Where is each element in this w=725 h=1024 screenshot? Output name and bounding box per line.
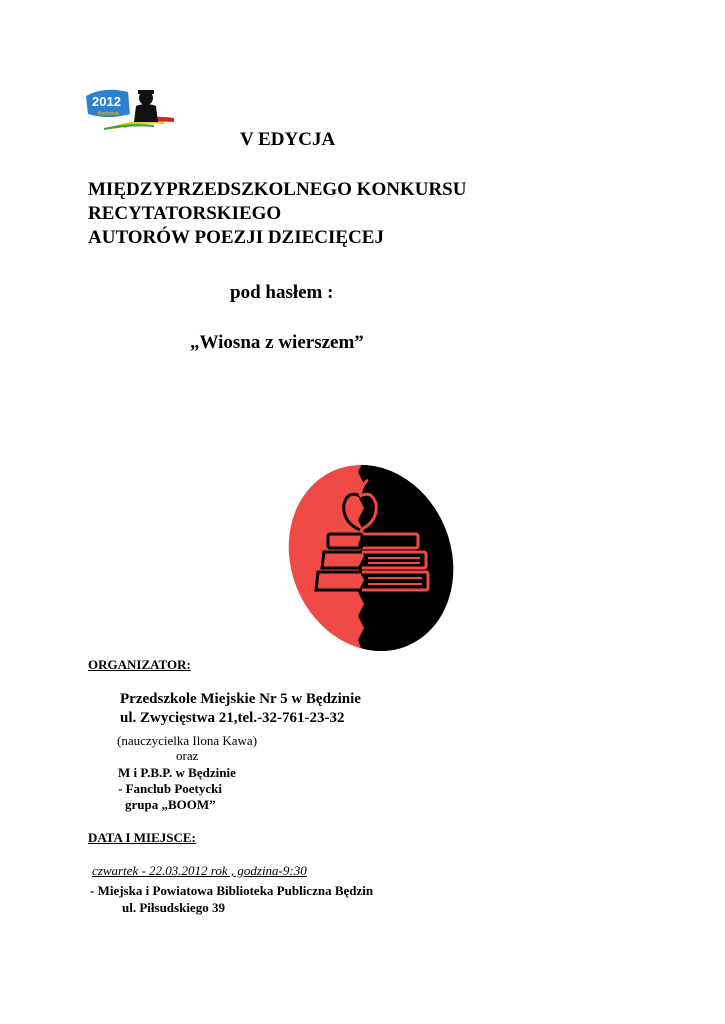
organizer-address: ul. Zwycięstwa 21,tel.-32-761-23-32 [120,710,345,726]
partner-fanclub: - Fanclub Poetycki [118,781,222,796]
title-line: AUTORÓW POEZJI DZIECIĘCEJ [88,227,384,248]
logo-year: 2012 [92,94,121,109]
organizer-label: ORGANIZATOR: [88,657,191,672]
organizer-block [120,690,361,728]
partner-group: grupa „BOOM” [125,797,216,812]
venue-block [90,882,373,916]
logo-line2: Rok Kultury [106,117,132,123]
books-apple-icon [288,460,454,656]
event-date: czwartek - 22.03.2012 rok , godzina-9:30 [92,863,307,878]
partners-block [118,765,236,813]
logo-graphic [84,84,176,130]
edition-heading: V EDYCJA [240,129,336,150]
partner-library: M i P.B.P. w Będzinie [118,765,236,780]
title-line: MIĘDZYPRZEDSZKOLNEGO KONKURSU [88,179,467,200]
logo-line1: Będziński [98,111,120,117]
date-place-label: DATA I MIEJSCE: [88,830,196,845]
venue-name: - Miejska i Powiatowa Biblioteka Publiczna Będzin [90,883,374,898]
organizer-and: oraz [176,748,199,763]
title-line: RECYTATORSKIEGO [88,203,282,224]
organizer-teacher: (nauczycielka Ilona Kawa) [117,733,258,748]
venue-street: ul. Piłsudskiego 39 [122,900,225,915]
motto: „Wiosna z wierszem” [190,332,364,353]
event-logo [84,84,176,130]
organizer-name: Przedszkole Miejskie Nr 5 w Będzinie [120,691,361,707]
motto-label: pod hasłem : [230,282,334,303]
contest-title [88,178,466,250]
